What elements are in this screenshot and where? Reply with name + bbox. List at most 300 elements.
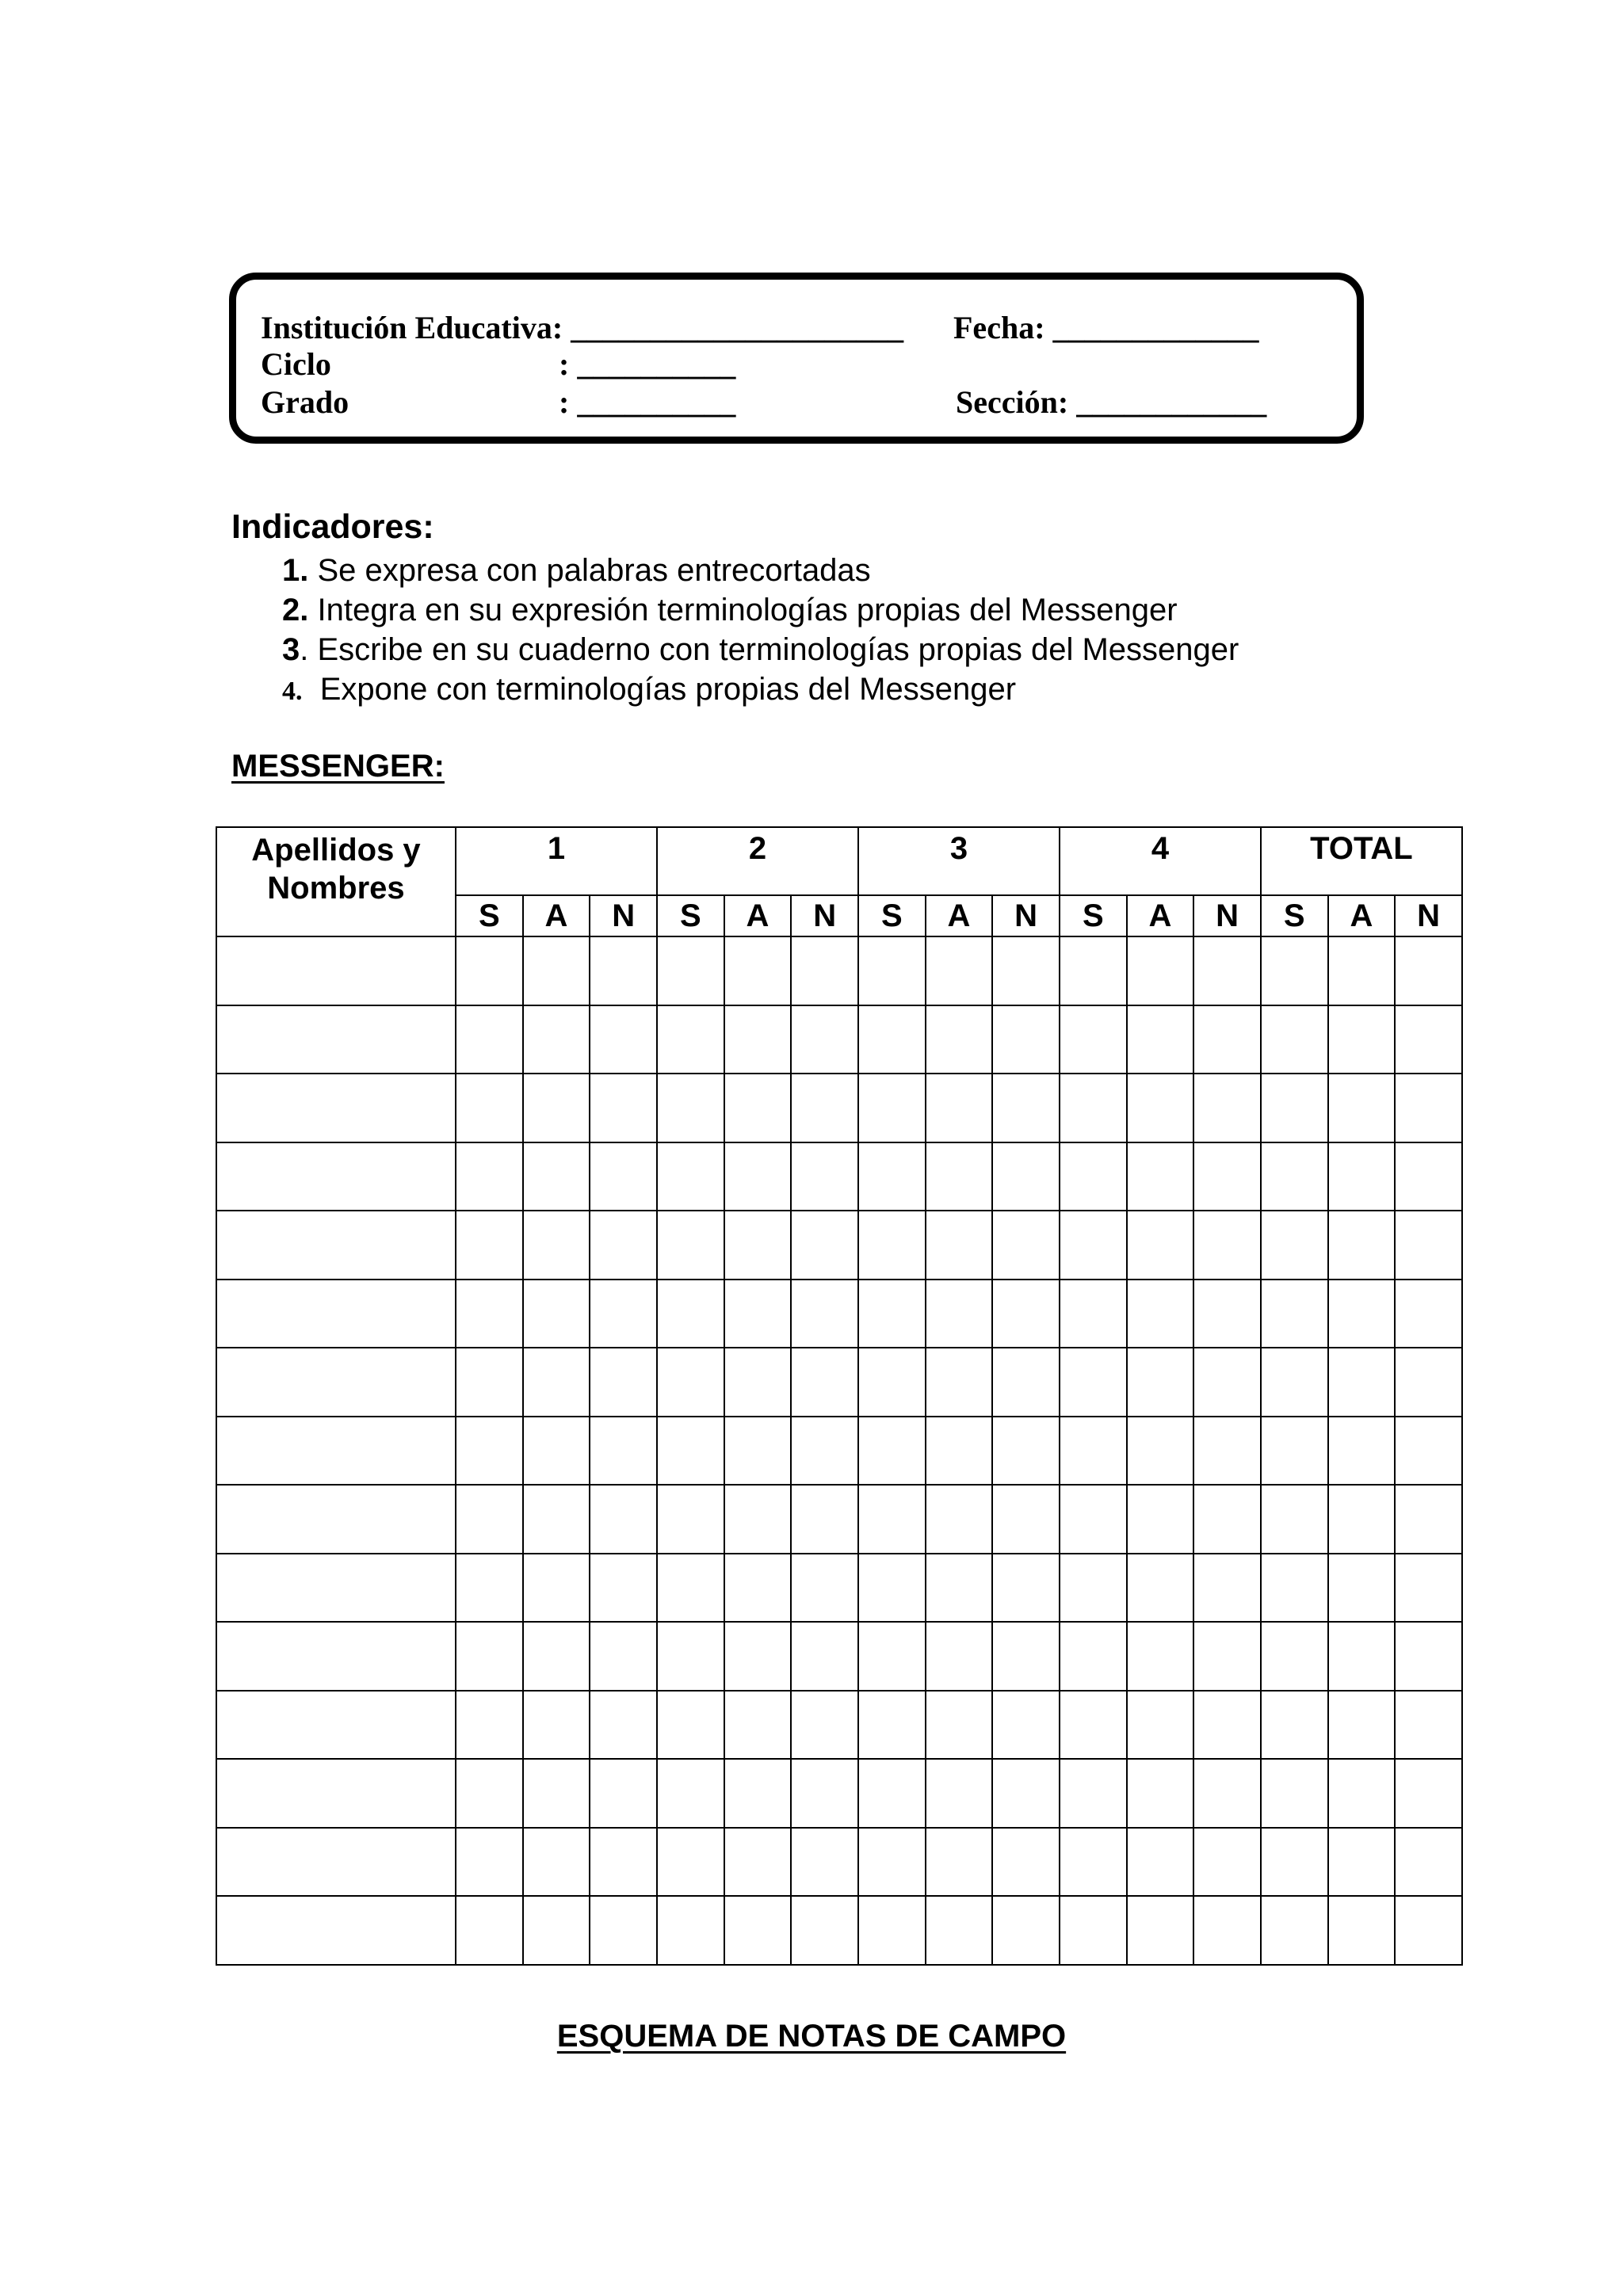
score-cell[interactable] [523, 1142, 590, 1211]
score-cell[interactable] [791, 1691, 858, 1760]
score-cell[interactable] [1261, 1554, 1328, 1623]
score-cell[interactable] [523, 1691, 590, 1760]
table-row [216, 1759, 1462, 1828]
table-header-row [216, 827, 1462, 895]
score-cell[interactable] [1193, 1074, 1261, 1142]
score-cell[interactable] [523, 1211, 590, 1280]
indicator-group-header: 1 [456, 827, 657, 895]
score-cell[interactable] [1060, 1005, 1127, 1074]
indicator-group-header: 2 [657, 827, 858, 895]
score-cell[interactable] [590, 1622, 657, 1691]
score-cell[interactable] [657, 1828, 724, 1897]
score-cell[interactable] [1395, 936, 1462, 1005]
sub-column-header: A [724, 895, 792, 936]
score-cell[interactable] [858, 1691, 926, 1760]
score-cell[interactable] [926, 1759, 993, 1828]
score-cell[interactable] [791, 1417, 858, 1486]
score-cell[interactable] [456, 1348, 523, 1417]
score-cell[interactable] [1127, 1005, 1194, 1074]
indicator-group-header: 4 [1060, 827, 1261, 895]
score-cell[interactable] [657, 1691, 724, 1760]
score-cell[interactable] [590, 1211, 657, 1280]
score-cell[interactable] [456, 1417, 523, 1486]
score-cell[interactable] [1261, 1691, 1328, 1760]
score-cell[interactable] [926, 1896, 993, 1965]
score-cell[interactable] [590, 1828, 657, 1897]
score-cell[interactable] [1060, 1896, 1127, 1965]
student-name-cell[interactable] [216, 1142, 456, 1211]
score-cell[interactable] [1060, 1554, 1127, 1623]
table-row [216, 1074, 1462, 1142]
score-cell[interactable] [858, 1074, 926, 1142]
score-cell[interactable] [724, 1280, 792, 1348]
score-cell[interactable] [456, 1554, 523, 1623]
score-cell[interactable] [858, 1005, 926, 1074]
score-cell[interactable] [1328, 1280, 1396, 1348]
score-cell[interactable] [1127, 1211, 1194, 1280]
score-cell[interactable] [1193, 936, 1261, 1005]
score-cell[interactable] [1127, 936, 1194, 1005]
score-cell[interactable] [523, 1280, 590, 1348]
score-cell[interactable] [724, 1417, 792, 1486]
student-name-cell[interactable] [216, 1211, 456, 1280]
table-row [216, 1622, 1462, 1691]
sub-column-header: S [657, 895, 724, 936]
score-cell[interactable] [456, 1280, 523, 1348]
table-row [216, 1485, 1462, 1554]
score-cell[interactable] [724, 1211, 792, 1280]
score-cell[interactable] [992, 1759, 1060, 1828]
score-cell[interactable] [1395, 1485, 1462, 1554]
score-cell[interactable] [858, 1280, 926, 1348]
table-row [216, 1005, 1462, 1074]
table-row [216, 1280, 1462, 1348]
score-cell[interactable] [1060, 1348, 1127, 1417]
score-cell[interactable] [1127, 1417, 1194, 1486]
score-cell[interactable] [456, 1759, 523, 1828]
score-cell[interactable] [1193, 1211, 1261, 1280]
indicator-group-header: 3 [858, 827, 1060, 895]
score-cell[interactable] [1328, 1074, 1396, 1142]
sub-column-header: A [1328, 895, 1396, 936]
student-name-cell[interactable] [216, 1554, 456, 1623]
score-cell[interactable] [1395, 1896, 1462, 1965]
score-cell[interactable] [724, 1691, 792, 1760]
score-cell[interactable] [926, 1074, 993, 1142]
sub-column-header: S [1261, 895, 1328, 936]
score-cell[interactable] [858, 1828, 926, 1897]
score-cell[interactable] [791, 1142, 858, 1211]
score-cell[interactable] [992, 936, 1060, 1005]
score-cell[interactable] [456, 1142, 523, 1211]
score-cell[interactable] [1193, 1691, 1261, 1760]
score-cell[interactable] [1127, 1828, 1194, 1897]
score-cell[interactable] [1395, 1074, 1462, 1142]
score-cell[interactable] [456, 1622, 523, 1691]
score-cell[interactable] [456, 1691, 523, 1760]
score-cell[interactable] [523, 1554, 590, 1623]
score-cell[interactable] [992, 1211, 1060, 1280]
score-cell[interactable] [992, 1280, 1060, 1348]
score-cell[interactable] [1060, 1074, 1127, 1142]
score-cell[interactable] [926, 1691, 993, 1760]
score-cell[interactable] [791, 1759, 858, 1828]
score-cell[interactable] [1395, 1280, 1462, 1348]
score-cell[interactable] [1328, 1759, 1396, 1828]
score-cell[interactable] [657, 1896, 724, 1965]
score-cell[interactable] [1127, 1896, 1194, 1965]
score-cell[interactable] [791, 1485, 858, 1554]
score-cell[interactable] [791, 1074, 858, 1142]
score-cell[interactable] [1127, 1759, 1194, 1828]
score-cell[interactable] [1193, 1828, 1261, 1897]
score-cell[interactable] [858, 1896, 926, 1965]
score-cell[interactable] [858, 1211, 926, 1280]
score-cell[interactable] [858, 1759, 926, 1828]
score-cell[interactable] [1127, 1554, 1194, 1623]
score-cell[interactable] [992, 1622, 1060, 1691]
indicator-number: 4. [282, 677, 303, 706]
sub-column-header: S [456, 895, 523, 936]
score-cell[interactable] [1193, 1622, 1261, 1691]
score-cell[interactable] [858, 1348, 926, 1417]
student-name-cell[interactable] [216, 1074, 456, 1142]
score-cell[interactable] [1193, 1896, 1261, 1965]
score-cell[interactable] [1261, 1280, 1328, 1348]
table-row [216, 1211, 1462, 1280]
indicator-number: 2. [282, 593, 309, 627]
indicator-item-3 [282, 630, 1239, 669]
score-cell[interactable] [657, 936, 724, 1005]
score-cell[interactable] [1261, 1622, 1328, 1691]
score-cell[interactable] [1395, 1142, 1462, 1211]
student-name-cell[interactable] [216, 1896, 456, 1965]
section-heading: MESSENGER: [231, 749, 445, 784]
score-cell[interactable] [791, 1622, 858, 1691]
score-cell[interactable] [992, 1896, 1060, 1965]
score-cell[interactable] [1328, 1896, 1396, 1965]
score-cell[interactable] [1328, 1554, 1396, 1623]
score-cell[interactable] [590, 1554, 657, 1623]
score-cell[interactable] [1261, 936, 1328, 1005]
score-cell[interactable] [1193, 1280, 1261, 1348]
score-cell[interactable] [1328, 1348, 1396, 1417]
score-cell[interactable] [1127, 1142, 1194, 1211]
indicator-item-2 [282, 590, 1178, 630]
score-cell[interactable] [1193, 1554, 1261, 1623]
score-cell[interactable] [1193, 1485, 1261, 1554]
score-cell[interactable] [1127, 1622, 1194, 1691]
score-cell[interactable] [724, 1005, 792, 1074]
table-row [216, 936, 1462, 1005]
score-cell[interactable] [456, 1828, 523, 1897]
score-cell[interactable] [1328, 1417, 1396, 1486]
table-row [216, 1142, 1462, 1211]
score-cell[interactable] [724, 1485, 792, 1554]
score-cell[interactable] [657, 1348, 724, 1417]
score-cell[interactable] [724, 1074, 792, 1142]
score-cell[interactable] [791, 1348, 858, 1417]
score-cell[interactable] [926, 1280, 993, 1348]
score-cell[interactable] [456, 1211, 523, 1280]
score-cell[interactable] [1395, 1348, 1462, 1417]
score-cell[interactable] [791, 1896, 858, 1965]
cycle-field-label: Ciclo [261, 346, 331, 382]
grade-field-label: Grado [261, 384, 349, 420]
score-cell[interactable] [657, 1417, 724, 1486]
score-cell[interactable] [657, 1142, 724, 1211]
score-cell[interactable] [590, 1005, 657, 1074]
score-cell[interactable] [1395, 1211, 1462, 1280]
score-cell[interactable] [858, 936, 926, 1005]
score-cell[interactable] [724, 1348, 792, 1417]
score-cell[interactable] [791, 1005, 858, 1074]
score-cell[interactable] [1060, 1759, 1127, 1828]
student-name-cell[interactable] [216, 1828, 456, 1897]
score-cell[interactable] [590, 1691, 657, 1760]
score-cell[interactable] [1261, 1896, 1328, 1965]
total-group-header: TOTAL [1261, 827, 1462, 895]
score-cell[interactable] [858, 1554, 926, 1623]
names-column-header: Apellidos y Nombres [216, 827, 456, 936]
score-cell[interactable] [590, 1485, 657, 1554]
score-cell[interactable] [1261, 1828, 1328, 1897]
cycle-field-line: : __________ [559, 346, 736, 382]
score-cell[interactable] [657, 1074, 724, 1142]
score-cell[interactable] [1328, 1485, 1396, 1554]
score-cell[interactable] [590, 1142, 657, 1211]
score-cell[interactable] [590, 1280, 657, 1348]
score-cell[interactable] [456, 1485, 523, 1554]
score-cell[interactable] [1060, 1828, 1127, 1897]
student-name-cell[interactable] [216, 1005, 456, 1074]
score-cell[interactable] [1127, 1348, 1194, 1417]
student-name-cell[interactable] [216, 1622, 456, 1691]
sub-column-header: A [1127, 895, 1194, 936]
score-cell[interactable] [1395, 1554, 1462, 1623]
footer-title: ESQUEMA DE NOTAS DE CAMPO [556, 2019, 1067, 2054]
indicator-item-1 [282, 551, 871, 590]
score-cell[interactable] [992, 1828, 1060, 1897]
score-cell[interactable] [1193, 1005, 1261, 1074]
score-cell[interactable] [657, 1554, 724, 1623]
score-cell[interactable] [1328, 936, 1396, 1005]
score-cell[interactable] [523, 1417, 590, 1486]
indicator-text: Expone con terminologías propias del Messenger [302, 672, 1017, 707]
score-cell[interactable] [1261, 1417, 1328, 1486]
score-cell[interactable] [791, 1280, 858, 1348]
score-cell[interactable] [1328, 1828, 1396, 1897]
score-cell[interactable] [1060, 1691, 1127, 1760]
score-cell[interactable] [1060, 1417, 1127, 1486]
score-cell[interactable] [1060, 1280, 1127, 1348]
score-cell[interactable] [1395, 1691, 1462, 1760]
score-cell[interactable] [724, 1828, 792, 1897]
table-row [216, 1896, 1462, 1965]
score-cell[interactable] [590, 936, 657, 1005]
score-cell[interactable] [1328, 1691, 1396, 1760]
score-cell[interactable] [724, 1759, 792, 1828]
score-cell[interactable] [456, 1896, 523, 1965]
score-cell[interactable] [858, 1622, 926, 1691]
score-cell[interactable] [523, 1896, 590, 1965]
score-cell[interactable] [456, 1005, 523, 1074]
table-row [216, 1348, 1462, 1417]
score-cell[interactable] [858, 1142, 926, 1211]
score-cell[interactable] [657, 1211, 724, 1280]
score-cell[interactable] [456, 1074, 523, 1142]
table-row [216, 1691, 1462, 1760]
score-cell[interactable] [1261, 1074, 1328, 1142]
score-cell[interactable] [992, 1554, 1060, 1623]
score-cell[interactable] [926, 1622, 993, 1691]
score-cell[interactable] [523, 1485, 590, 1554]
score-cell[interactable] [724, 1896, 792, 1965]
score-cell[interactable] [590, 1759, 657, 1828]
indicator-number: 3 [282, 632, 300, 667]
score-cell[interactable] [926, 1417, 993, 1486]
score-cell[interactable] [1261, 1142, 1328, 1211]
score-cell[interactable] [590, 1896, 657, 1965]
score-cell[interactable] [590, 1417, 657, 1486]
score-cell[interactable] [1395, 1417, 1462, 1486]
score-cell[interactable] [1060, 936, 1127, 1005]
score-cell[interactable] [926, 1828, 993, 1897]
student-name-cell[interactable] [216, 1691, 456, 1760]
grade-field-line: : __________ [559, 384, 736, 420]
score-cell[interactable] [657, 1622, 724, 1691]
score-cell[interactable] [1395, 1759, 1462, 1828]
sub-column-header: S [858, 895, 926, 936]
student-name-cell[interactable] [216, 936, 456, 1005]
score-cell[interactable] [992, 1417, 1060, 1486]
score-cell[interactable] [657, 1759, 724, 1828]
score-cell[interactable] [926, 936, 993, 1005]
score-cell[interactable] [590, 1074, 657, 1142]
score-cell[interactable] [1395, 1828, 1462, 1897]
score-cell[interactable] [858, 1485, 926, 1554]
score-cell[interactable] [1060, 1142, 1127, 1211]
sub-column-header: N [590, 895, 657, 936]
score-cell[interactable] [1328, 1005, 1396, 1074]
student-name-cell[interactable] [216, 1417, 456, 1486]
score-cell[interactable] [992, 1074, 1060, 1142]
indicator-text: Se expresa con palabras entrecortadas [308, 553, 871, 588]
score-cell[interactable] [926, 1211, 993, 1280]
sub-column-header: N [992, 895, 1060, 936]
score-cell[interactable] [1261, 1759, 1328, 1828]
student-name-cell[interactable] [216, 1485, 456, 1554]
score-cell[interactable] [1127, 1074, 1194, 1142]
score-cell[interactable] [791, 1211, 858, 1280]
score-cell[interactable] [1060, 1485, 1127, 1554]
student-name-cell[interactable] [216, 1280, 456, 1348]
student-name-cell[interactable] [216, 1348, 456, 1417]
score-cell[interactable] [724, 1554, 792, 1623]
indicator-text: . Escribe en su cuaderno con terminologías propias del Messenger [300, 632, 1239, 667]
score-cell[interactable] [1060, 1622, 1127, 1691]
score-cell[interactable] [657, 1280, 724, 1348]
score-cell[interactable] [1395, 1622, 1462, 1691]
indicator-number: 1. [282, 553, 309, 588]
score-cell[interactable] [724, 1622, 792, 1691]
score-cell[interactable] [1193, 1759, 1261, 1828]
indicator-item-4 [282, 669, 1016, 711]
score-cell[interactable] [926, 1554, 993, 1623]
score-cell[interactable] [926, 1142, 993, 1211]
table-row [216, 1554, 1462, 1623]
indicators-title: Indicadores: [231, 508, 434, 546]
score-cell[interactable] [992, 1691, 1060, 1760]
score-cell[interactable] [992, 1485, 1060, 1554]
score-cell[interactable] [992, 1348, 1060, 1417]
score-cell[interactable] [858, 1417, 926, 1486]
score-cell[interactable] [1261, 1485, 1328, 1554]
score-cell[interactable] [590, 1348, 657, 1417]
sub-column-header: S [1060, 895, 1127, 936]
score-cell[interactable] [523, 1828, 590, 1897]
score-cell[interactable] [1193, 1417, 1261, 1486]
section-field-label: Sección: ____________ [956, 384, 1267, 420]
score-cell[interactable] [1193, 1142, 1261, 1211]
score-cell[interactable] [992, 1142, 1060, 1211]
sub-column-header: N [791, 895, 858, 936]
score-cell[interactable] [926, 1348, 993, 1417]
score-cell[interactable] [1127, 1691, 1194, 1760]
score-cell[interactable] [456, 936, 523, 1005]
score-cell[interactable] [523, 1622, 590, 1691]
score-cell[interactable] [1328, 1211, 1396, 1280]
score-cell[interactable] [1328, 1622, 1396, 1691]
sub-column-header: A [523, 895, 590, 936]
score-cell[interactable] [926, 1485, 993, 1554]
student-name-cell[interactable] [216, 1759, 456, 1828]
score-cell[interactable] [523, 1759, 590, 1828]
table-row [216, 1828, 1462, 1897]
score-cell[interactable] [992, 1005, 1060, 1074]
score-cell[interactable] [724, 936, 792, 1005]
indicator-text: Integra en su expresión terminologías propias del Messenger [308, 593, 1178, 627]
score-cell[interactable] [1060, 1211, 1127, 1280]
score-cell[interactable] [1261, 1005, 1328, 1074]
evaluation-table [216, 826, 1463, 1966]
score-cell[interactable] [1261, 1211, 1328, 1280]
score-cell[interactable] [926, 1005, 993, 1074]
score-cell[interactable] [1127, 1280, 1194, 1348]
score-cell[interactable] [523, 936, 590, 1005]
score-cell[interactable] [523, 1074, 590, 1142]
sub-column-header: N [1395, 895, 1462, 936]
score-cell[interactable] [523, 1005, 590, 1074]
score-cell[interactable] [523, 1348, 590, 1417]
table-row [216, 1417, 1462, 1486]
score-cell[interactable] [791, 1554, 858, 1623]
institution-field-label: Institución Educativa: _____________________ [261, 310, 904, 345]
score-cell[interactable] [1261, 1348, 1328, 1417]
score-cell[interactable] [657, 1485, 724, 1554]
score-cell[interactable] [724, 1142, 792, 1211]
score-cell[interactable] [1328, 1142, 1396, 1211]
date-field-label: Fecha: _____________ [953, 310, 1259, 345]
score-cell[interactable] [1395, 1005, 1462, 1074]
score-cell[interactable] [791, 936, 858, 1005]
sub-column-header: A [926, 895, 993, 936]
score-cell[interactable] [657, 1005, 724, 1074]
sub-column-header: N [1193, 895, 1261, 936]
score-cell[interactable] [1193, 1348, 1261, 1417]
score-cell[interactable] [1127, 1485, 1194, 1554]
score-cell[interactable] [791, 1828, 858, 1897]
